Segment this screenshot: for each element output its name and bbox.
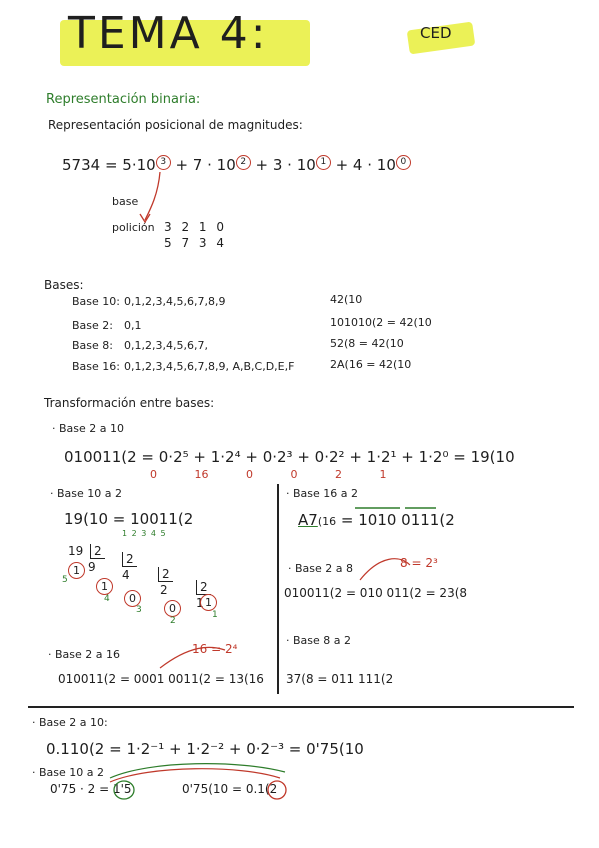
base-10-digits: 0,1,2,3,4,5,6,7,8,9 (124, 295, 226, 308)
fraction-circle-1 (114, 781, 134, 799)
div-d-3: 2 (196, 580, 211, 595)
base2to8-label: · Base 2 a 8 (288, 562, 354, 575)
formula-part-3: + 3 · 10 (255, 156, 316, 174)
frac-result-equation: 0'75(10 = 0.1(2 (182, 782, 278, 796)
base2to8-arrow (360, 559, 410, 580)
base-16-label: Base 16: (72, 360, 120, 373)
page-title: TEMA 4: (68, 8, 269, 59)
fraction-circle-2 (268, 781, 286, 799)
positional-subheading: Representación posicional de magnitudes: (48, 118, 303, 132)
rem-idx-1: 4 (104, 594, 110, 604)
partial-3: 0 (290, 468, 298, 481)
base2to16-arrow (160, 647, 225, 668)
rem-idx-3: 2 (170, 616, 176, 626)
hex-base: (16 (317, 515, 337, 528)
hex-digits: A7 (298, 511, 318, 529)
div-n-3: 2 (160, 583, 168, 597)
div-n-0: 19 (68, 544, 84, 558)
base2to8-equation: 010011(2 = 010 011(2 = 23(8 (284, 586, 468, 600)
fraction-arrow-red (110, 769, 280, 782)
rem-4: 1 (200, 594, 217, 611)
base-label: base (112, 195, 139, 208)
subject-badge: CED (420, 24, 452, 42)
formula-part-2: + 7 · 10 (175, 156, 236, 174)
rem-2: 0 (124, 590, 141, 607)
fraction-arrow-green (110, 764, 285, 778)
div-d-1: 2 (122, 552, 137, 567)
exp-2: 2 (236, 155, 251, 170)
formula-part-4: + 4 · 10 (335, 156, 396, 174)
base8to2-equation: 37(8 = 011 111(2 (286, 672, 394, 686)
base-2-example: 101010(2 = 42(10 (330, 316, 432, 329)
base-2-label: Base 2: (72, 319, 113, 332)
base-16-digits: 0,1,2,3,4,5,6,7,8,9, A,B,C,D,E,F (124, 360, 295, 373)
partial-0: 0 (150, 468, 157, 481)
rem-idx-0: 5 (62, 575, 68, 585)
rem-1: 1 (96, 578, 113, 595)
div-d-2: 2 (158, 567, 173, 582)
base2to10-label: · Base 2 a 10 (52, 422, 125, 435)
base2to16-equation: 010011(2 = 0001 0011(2 = 13(16 (58, 672, 264, 686)
div-d-0: 2 (90, 544, 105, 559)
transform-heading: Transformación entre bases: (44, 396, 215, 410)
position-digits: 3 2 1 0 (164, 220, 227, 234)
frac-base2to10-equation: 0.110(2 = 1·2⁻¹ + 1·2⁻² + 0·2⁻³ = 0'75(10 (46, 740, 364, 758)
rem-0: 1 (68, 562, 85, 579)
number-digits: 5 7 3 4 (164, 236, 227, 250)
div-n-4: 1 (196, 596, 204, 610)
rem-idx-4: 1 (212, 610, 218, 620)
rem-idx-2: 3 (136, 605, 142, 615)
partial-2: 0 (246, 468, 253, 481)
partial-4: 2 (335, 468, 342, 481)
base-arrow-head (140, 214, 150, 222)
base-8-digits: 0,1,2,3,4,5,6,7, (124, 339, 208, 352)
base-16-example: 2A(16 = 42(10 (330, 358, 412, 371)
hex-binary: = 1010 0111(2 (340, 511, 455, 529)
base10to2-index: 1 2 3 4 5 (122, 529, 167, 538)
base-10-example: 42(10 (330, 293, 363, 306)
rem-3: 0 (164, 600, 181, 617)
bases-heading: Bases: (44, 278, 84, 292)
base2to8-note: 8 = 2³ (400, 556, 438, 570)
exp-3: 3 (156, 155, 171, 170)
div-n-2: 4 (122, 568, 130, 582)
base-8-example: 52(8 = 42(10 (330, 337, 404, 350)
partial-1: 16 (194, 468, 209, 481)
exp-0: 0 (396, 155, 411, 170)
base2to10-equation: 010011(2 = 0·2⁵ + 1·2⁴ + 0·2³ + 0·2² + 1·2¹ + 1·2⁰ = 19(10 (64, 448, 515, 466)
base10to2-label: · Base 10 a 2 (50, 487, 123, 500)
base2to16-label: · Base 2 a 16 (48, 648, 121, 661)
base-arrow (145, 172, 160, 220)
div-n-1: 9 (88, 560, 96, 574)
base10to2-equation: 19(10 = 10011(2 (64, 510, 194, 528)
section-heading-binary: Representación binaria: (46, 92, 201, 107)
base-2-digits: 0,1 (124, 319, 142, 332)
base16to2-label: · Base 16 a 2 (286, 487, 359, 500)
formula-part-1: 5734 = 5·10 (62, 156, 156, 174)
base2to16-note: 16 = 2⁴ (192, 642, 238, 656)
frac-base2to10-label: · Base 2 a 10: (32, 716, 108, 729)
position-label: polición (112, 221, 155, 234)
base-8-label: Base 8: (72, 339, 113, 352)
base8to2-label: · Base 8 a 2 (286, 634, 352, 647)
frac-base10to2-label: · Base 10 a 2 (32, 766, 105, 779)
base-10-label: Base 10: (72, 295, 120, 308)
partial-5: 1 (379, 468, 387, 481)
frac-step-equation: 0'75 · 2 = 1'5 (50, 782, 132, 796)
exp-1: 1 (316, 155, 331, 170)
